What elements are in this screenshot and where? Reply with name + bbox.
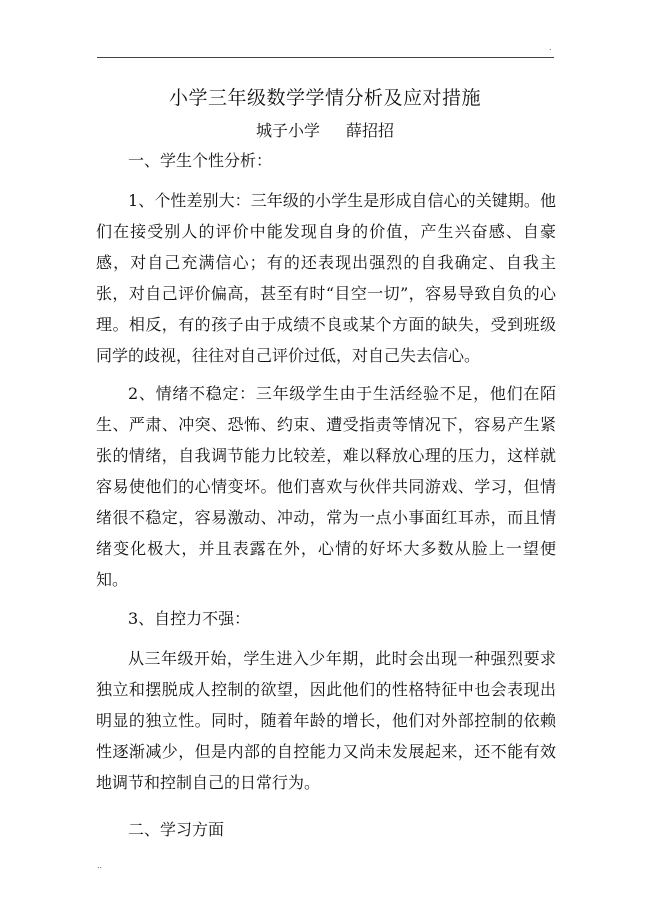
paragraph-item-3: 从三年级开始，学生进入少年期，此时会出现一种强烈要求独立和摆脱成人控制的欲望，因此他们的性格特征中也会表现出明显的独立性。同时，随着年龄的增长，他们对外部控制的依赖性逐渐减少，但是内部的自控能力又尚未发展起来，还不能有效地调节和控制自己的日常行为。	[96, 649, 556, 792]
footer-mark: ..	[97, 861, 103, 870]
section-heading-2: 二、学习方面	[128, 820, 225, 839]
header-mark: .	[549, 43, 552, 52]
item-3-heading: 3、自控力不强：	[128, 609, 251, 628]
paragraph-item-2: 2、情绪不稳定：三年级学生由于生活经验不足，他们在陌生、严肃、冲突、恐怖、约束、遭受指责等情况下，容易产生紧张的情绪，自我调节能力比较差，难以释放心理的压力，这样就容易使他们的心情变坏。他们喜欢与伙伴共同游戏、学习，但情绪很不稳定，容易激动、冲动，常为一点小事面红耳赤，而且情绪变化极大，并且表露在外，心情的好坏大多数从脸上一望便知。	[96, 384, 556, 589]
header-rule	[97, 57, 554, 58]
section-heading-1: 一、学生个性分析：	[128, 151, 273, 170]
paragraph-item-1: 1、个性差别大：三年级的小学生是形成自信心的关键期。他们在接受别人的评价中能发现自身的价值，产生兴奋感、自豪感，对自己充满信心；有的还表现出强烈的自我确定、自我主张，对自己评价偏高，甚至有时“目空一切”，容易导致自负的心理。相反，有的孩子由于成绩不良或某个方面的缺失，受到班级同学的歧视，往往对自己评价过低，对自己失去信心。	[96, 191, 556, 365]
author-name: 薛招招	[346, 121, 395, 140]
document-title: 小学三年级数学学情分析及应对措施	[168, 87, 481, 109]
school-name: 城子小学	[255, 121, 320, 140]
author-line	[0, 121, 650, 141]
document-body	[96, 143, 556, 848]
